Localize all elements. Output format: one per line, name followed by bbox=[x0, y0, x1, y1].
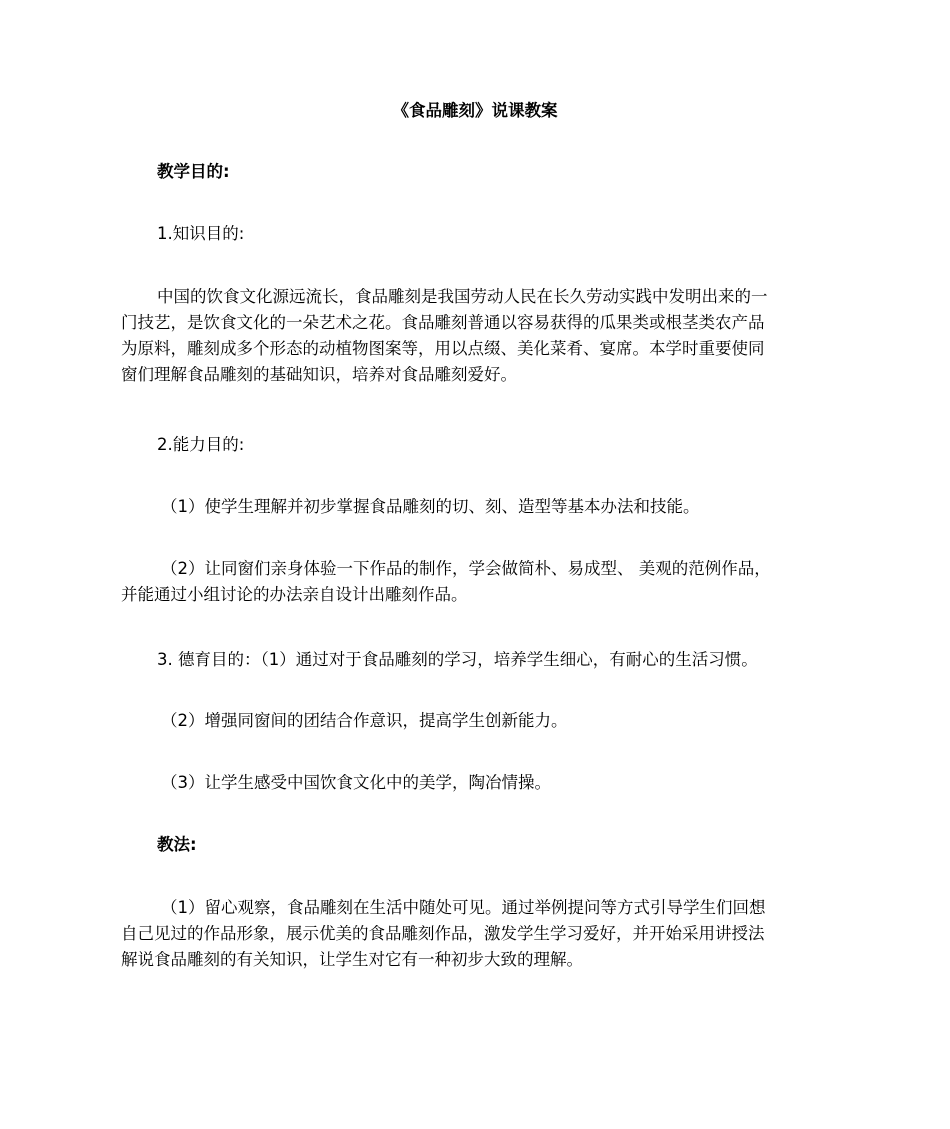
moral-item-3: （3）让学生感受中国饮食文化中的美学，陶冶情操。 bbox=[161, 773, 551, 792]
method-heading: 教法: bbox=[157, 835, 197, 854]
moral-item-1: （1）通过对于食品雕刻的学习，培养学生细心，有耐心的生活习惯。 bbox=[260, 650, 758, 669]
text-line: 窗们理解食品雕刻的基础知识，培养对食品雕刻爱好。 bbox=[121, 365, 517, 384]
document-title: 《食品雕刻》说课教案 bbox=[392, 101, 558, 120]
moral-heading: 3. 德育目的： bbox=[157, 650, 261, 669]
moral-item-2: （2）增强同窗间的团结合作意识，提高学生创新能力。 bbox=[161, 711, 568, 730]
goal-heading: 教学目的: bbox=[157, 162, 230, 181]
text-line: 并能通过小组讨论的办法亲自设计出雕刻作品。 bbox=[121, 585, 468, 604]
text-line: 解说食品雕刻的有关知识，让学生对它有一种初步大致的理解。 bbox=[121, 950, 583, 969]
text-line: （2）让同窗们亲身体验一下作品的制作，学会做简朴、易成型、 美观的范例作品， bbox=[161, 559, 771, 578]
text-line: 门技艺，是饮食文化的一朵艺术之花。食品雕刻普通以容易获得的瓜果类或根茎类农产品 bbox=[121, 313, 765, 332]
moral-line bbox=[121, 647, 833, 673]
text-line: （1）留心观察，食品雕刻在生活中随处可见。通过举例提问等方式引导学生们回想 bbox=[161, 898, 766, 917]
ability-item-2 bbox=[121, 556, 833, 608]
text-line: 自己见过的作品形象，展示优美的食品雕刻作品，激发学生学习爱好，并开始采用讲授法 bbox=[121, 924, 765, 943]
knowledge-paragraph bbox=[121, 284, 833, 388]
knowledge-heading: 1.知识目的: bbox=[157, 224, 245, 243]
method-item-1 bbox=[121, 895, 833, 973]
text-line: 为原料，雕刻成多个形态的动植物图案等，用以点缀、美化菜肴、宴席。本学时重要使同 bbox=[121, 339, 765, 358]
ability-heading: 2.能力目的: bbox=[157, 435, 245, 454]
text-line: 中国的饮食文化源远流长，食品雕刻是我国劳动人民在长久劳动实践中发明出来的一 bbox=[157, 287, 768, 306]
ability-item-1: （1）使学生理解并初步掌握食品雕刻的切、刻、造型等基本办法和技能。 bbox=[161, 497, 700, 516]
